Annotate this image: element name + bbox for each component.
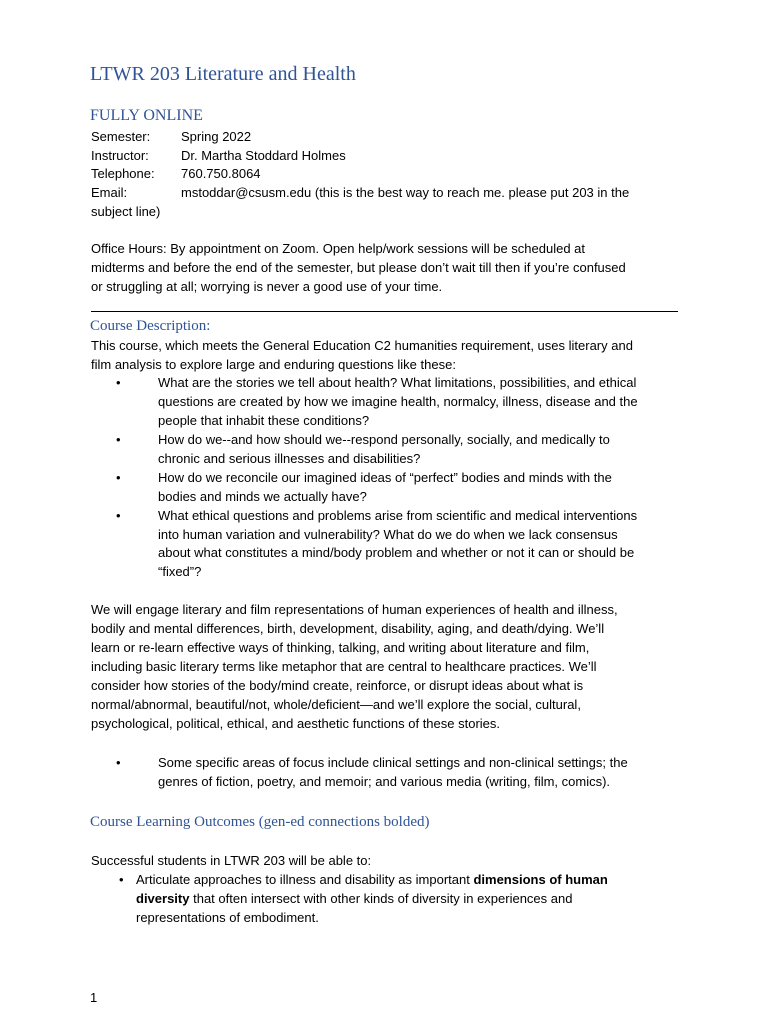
focus-line: Some specific areas of focus include clinical settings and non-clinical settings; the [158,755,628,770]
outcome-line [136,870,608,889]
document-title: LTWR 203 Literature and Health [90,63,356,85]
bullet-icon: • [116,508,121,523]
outcome-line: representations of embodiment. [136,910,319,925]
page-number: 1 [90,990,98,1005]
learning-outcomes-heading: Course Learning Outcomes (gen-ed connections bolded) [90,814,430,830]
office-hours-line: Office Hours: By appointment on Zoom. Open help/work sessions will be scheduled at [91,241,586,256]
focus-line: genres of fiction, poetry, and memoir; and various media (writing, film, comics). [158,774,611,789]
semester-label: Semester: [91,129,151,144]
outcome-text: Articulate approaches to illness and disability as important [136,872,474,887]
instructor-value: Dr. Martha Stoddard Holmes [181,148,346,163]
description-intro-line: This course, which meets the General Education C2 humanities requirement, uses literary and [91,338,633,353]
bullet-icon: • [119,872,124,887]
telephone-label: Telephone: [91,166,155,181]
bullet-icon: • [116,375,121,390]
description-paragraph-line: learn or re-learn effective ways of thinking, talking, and writing about literature and film, [91,640,590,655]
question-line: What ethical questions and problems arise from scientific and medical interventions [158,508,638,523]
section-divider [91,311,678,312]
outcome-gen-ed-emphasis: dimensions of human [473,872,608,887]
email-label: Email: [91,185,128,200]
question-line: about what constitutes a mind/body problem and whether or not it can or should be [158,545,635,560]
description-paragraph-line: normal/abnormal, beautiful/not, whole/deficient—and we’ll explore the social, cultural, [91,697,581,712]
question-line: people that inhabit these conditions? [158,413,370,428]
bullet-icon: • [116,755,121,770]
bullet-icon: • [116,470,121,485]
outcome-line [136,889,572,908]
description-paragraph-line: bodily and mental differences, birth, development, disability, aging, and death/dying. We’ll [91,621,605,636]
outcomes-intro: Successful students in LTWR 203 will be able to: [91,853,372,868]
question-line: How do we reconcile our imagined ideas of “perfect” bodies and minds with the [158,470,612,485]
description-paragraph-line: consider how stories of the body/mind create, reinforce, or disrupt ideas about what is [91,678,584,693]
description-paragraph-line: including basic literary terms like metaphor that are central to healthcare practices. We’ll [91,659,597,674]
description-paragraph-line: We will engage literary and film representations of human experiences of health and illness, [91,602,618,617]
question-line: “fixed”? [158,564,202,579]
question-line: bodies and minds we actually have? [158,489,367,504]
office-hours-line: midterms and before the end of the semester, but please don’t wait till then if you’re confused [91,260,626,275]
office-hours-line: or struggling at all; worrying is never a good use of your time. [91,279,443,294]
outcome-gen-ed-emphasis: diversity [136,891,190,906]
course-description-heading: Course Description: [90,318,211,334]
outcome-text: that often intersect with other kinds of diversity in experiences and [189,891,573,906]
description-paragraph-line: psychological, political, ethical, and aesthetic functions of these stories. [91,716,501,731]
description-intro-line: film analysis to explore large and enduring questions like these: [91,357,456,372]
telephone-value: 760.750.8064 [181,166,261,181]
email-value-continued: subject line) [91,204,161,219]
instructor-label: Instructor: [91,148,149,163]
question-line: How do we--and how should we--respond personally, socially, and medically to [158,432,610,447]
bullet-icon: • [116,432,121,447]
email-value[interactable]: mstoddar@csusm.edu (this is the best way to reach me. please put 203 in the [181,185,630,200]
question-line: chronic and serious illnesses and disabilities? [158,451,421,466]
question-line: What are the stories we tell about health? What limitations, possibilities, and ethical [158,375,637,390]
question-line: questions are created by how we imagine health, normalcy, illness, disease and the [158,394,638,409]
question-line: into human variation and vulnerability? What do we do when we lack consensus [158,527,618,542]
semester-value: Spring 2022 [181,129,252,144]
delivery-mode: FULLY ONLINE [90,107,203,124]
